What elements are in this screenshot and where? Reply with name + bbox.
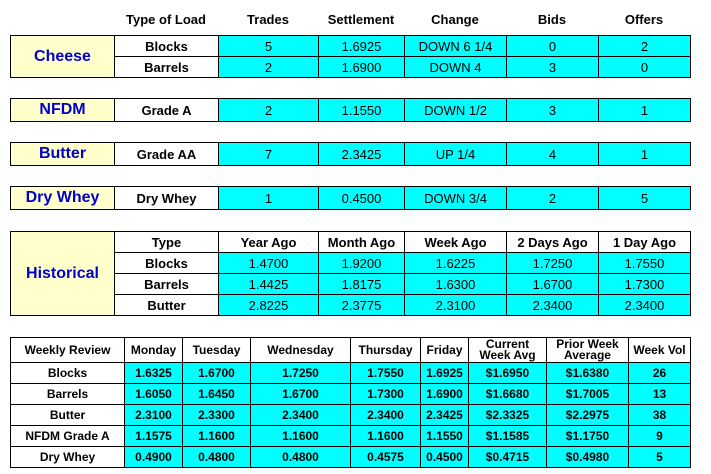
weekly-value: $2.3325 <box>469 405 547 426</box>
offers-value: 2 <box>599 36 691 57</box>
whey-table <box>10 186 691 210</box>
weekly-product: NFDM Grade A <box>11 426 125 447</box>
cheese-table <box>10 35 691 78</box>
weekly-value: 1.6900 <box>421 384 469 405</box>
weekly-row-dry-whey <box>11 447 691 468</box>
weekly-value: $1.7005 <box>547 384 629 405</box>
historical-header-type: Type <box>115 232 219 253</box>
offers-value: 0 <box>599 57 691 78</box>
trades-value: 2 <box>219 57 319 78</box>
col-header-offers: Offers <box>624 12 664 27</box>
historical-value: 2.3400 <box>507 295 599 316</box>
weekly-value: 1.6325 <box>125 363 183 384</box>
weekly-row-barrels <box>11 384 691 405</box>
historical-value: 1.4425 <box>219 274 319 295</box>
weekly-review-table <box>10 337 691 468</box>
change-value: DOWN 4 <box>405 57 507 78</box>
historical-value: 2.3100 <box>405 295 507 316</box>
offers-value: 5 <box>599 187 691 210</box>
weekly-value: 1.1600 <box>183 426 251 447</box>
historical-value: 2.3775 <box>319 295 405 316</box>
bids-value: 3 <box>507 57 599 78</box>
weekly-header-row <box>11 338 691 363</box>
weekly-value: $0.4715 <box>469 447 547 468</box>
col-header-change: Change <box>431 12 479 27</box>
weekly-value: 1.1600 <box>351 426 421 447</box>
cheese-row-blocks <box>11 36 691 57</box>
load-type: Barrels <box>115 57 219 78</box>
weekly-header-tuesday: Tuesday <box>183 338 251 363</box>
load-type: Dry Whey <box>115 187 219 210</box>
weekly-value: 1.1550 <box>421 426 469 447</box>
historical-label: Historical <box>11 232 115 316</box>
weekly-value: $2.2975 <box>547 405 629 426</box>
change-value: DOWN 3/4 <box>405 187 507 210</box>
historical-value: 1.8175 <box>319 274 405 295</box>
trades-value: 1 <box>219 187 319 210</box>
col-header-type-of-load: Type of Load <box>126 12 206 27</box>
weekly-value: 1.7250 <box>251 363 351 384</box>
historical-type: Butter <box>115 295 219 316</box>
historical-type: Barrels <box>115 274 219 295</box>
weekly-value: 2.3100 <box>125 405 183 426</box>
historical-value: 1.9200 <box>319 253 405 274</box>
weekly-row-butter <box>11 405 691 426</box>
weekly-product: Barrels <box>11 384 125 405</box>
weekly-header-review: Weekly Review <box>11 338 125 363</box>
historical-value: 2.3400 <box>599 295 691 316</box>
weekly-product: Blocks <box>11 363 125 384</box>
load-type: Grade AA <box>115 143 219 166</box>
nfdm-label: NFDM <box>11 99 115 122</box>
col-header-bids: Bids <box>537 12 567 27</box>
weekly-header-thursday: Thursday <box>351 338 421 363</box>
settlement-value: 1.6925 <box>319 36 405 57</box>
historical-table <box>10 231 691 316</box>
butter-row <box>11 143 691 166</box>
load-type: Grade A <box>115 99 219 122</box>
weekly-value: 1.6700 <box>183 363 251 384</box>
trades-value: 2 <box>219 99 319 122</box>
change-value: UP 1/4 <box>405 143 507 166</box>
bids-value: 2 <box>507 187 599 210</box>
historical-value: 1.7550 <box>599 253 691 274</box>
settlement-value: 1.1550 <box>319 99 405 122</box>
historical-value: 1.7250 <box>507 253 599 274</box>
weekly-row-blocks <box>11 363 691 384</box>
settlement-value: 1.6900 <box>319 57 405 78</box>
weekly-value: 1.6700 <box>251 384 351 405</box>
weekly-value: 0.4575 <box>351 447 421 468</box>
trades-value: 7 <box>219 143 319 166</box>
historical-value: 1.6700 <box>507 274 599 295</box>
bids-value: 3 <box>507 99 599 122</box>
weekly-header-monday: Monday <box>125 338 183 363</box>
historical-type: Blocks <box>115 253 219 274</box>
offers-value: 1 <box>599 143 691 166</box>
weekly-value: 1.6050 <box>125 384 183 405</box>
weekly-value: 5 <box>629 447 691 468</box>
weekly-value: 38 <box>629 405 691 426</box>
weekly-value: 1.7550 <box>351 363 421 384</box>
weekly-value: $0.4980 <box>547 447 629 468</box>
cheese-label: Cheese <box>11 36 115 78</box>
weekly-value: 2.3400 <box>251 405 351 426</box>
weekly-value: $1.1750 <box>547 426 629 447</box>
bids-value: 4 <box>507 143 599 166</box>
trades-value: 5 <box>219 36 319 57</box>
historical-value: 1.6225 <box>405 253 507 274</box>
settlement-value: 2.3425 <box>319 143 405 166</box>
bids-value: 0 <box>507 36 599 57</box>
historical-header-month-ago: Month Ago <box>319 232 405 253</box>
weekly-value: 2.3425 <box>421 405 469 426</box>
offers-value: 1 <box>599 99 691 122</box>
historical-value: 2.8225 <box>219 295 319 316</box>
butter-table <box>10 142 691 166</box>
historical-value: 1.4700 <box>219 253 319 274</box>
weekly-row-nfdm <box>11 426 691 447</box>
weekly-product: Dry Whey <box>11 447 125 468</box>
weekly-value: 0.4900 <box>125 447 183 468</box>
historical-header-year-ago: Year Ago <box>219 232 319 253</box>
weekly-value: 13 <box>629 384 691 405</box>
weekly-product: Butter <box>11 405 125 426</box>
weekly-value: 1.7300 <box>351 384 421 405</box>
whey-label: Dry Whey <box>11 187 115 210</box>
weekly-header-current-week-avg: Current Week Avg <box>469 338 547 363</box>
weekly-value: 2.3300 <box>183 405 251 426</box>
weekly-header-friday: Friday <box>421 338 469 363</box>
butter-label: Butter <box>11 143 115 166</box>
change-value: DOWN 6 1/4 <box>405 36 507 57</box>
change-value: DOWN 1/2 <box>405 99 507 122</box>
weekly-value: 0.4800 <box>251 447 351 468</box>
historical-value: 1.6300 <box>405 274 507 295</box>
historical-value: 1.7300 <box>599 274 691 295</box>
settlement-value: 0.4500 <box>319 187 405 210</box>
weekly-header-week-vol: Week Vol <box>629 338 691 363</box>
weekly-value: $1.6950 <box>469 363 547 384</box>
weekly-value: $1.1585 <box>469 426 547 447</box>
weekly-value: $1.6380 <box>547 363 629 384</box>
historical-header-1-day-ago: 1 Day Ago <box>599 232 691 253</box>
col-header-settlement: Settlement <box>327 12 395 27</box>
weekly-value: 1.1600 <box>251 426 351 447</box>
weekly-value: $1.6680 <box>469 384 547 405</box>
historical-header-week-ago: Week Ago <box>405 232 507 253</box>
weekly-value: 2.3400 <box>351 405 421 426</box>
weekly-value: 0.4500 <box>421 447 469 468</box>
load-type: Blocks <box>115 36 219 57</box>
nfdm-table <box>10 98 691 122</box>
historical-header-2-days-ago: 2 Days Ago <box>507 232 599 253</box>
whey-row <box>11 187 691 210</box>
weekly-value: 9 <box>629 426 691 447</box>
weekly-value: 1.1575 <box>125 426 183 447</box>
weekly-header-wednesday: Wednesday <box>251 338 351 363</box>
weekly-value: 1.6925 <box>421 363 469 384</box>
col-header-trades: Trades <box>247 12 289 27</box>
weekly-value: 1.6450 <box>183 384 251 405</box>
weekly-value: 26 <box>629 363 691 384</box>
weekly-header-prior-week-average: Prior Week Average <box>547 338 629 363</box>
weekly-value: 0.4800 <box>183 447 251 468</box>
nfdm-row <box>11 99 691 122</box>
historical-header-row <box>11 232 691 253</box>
